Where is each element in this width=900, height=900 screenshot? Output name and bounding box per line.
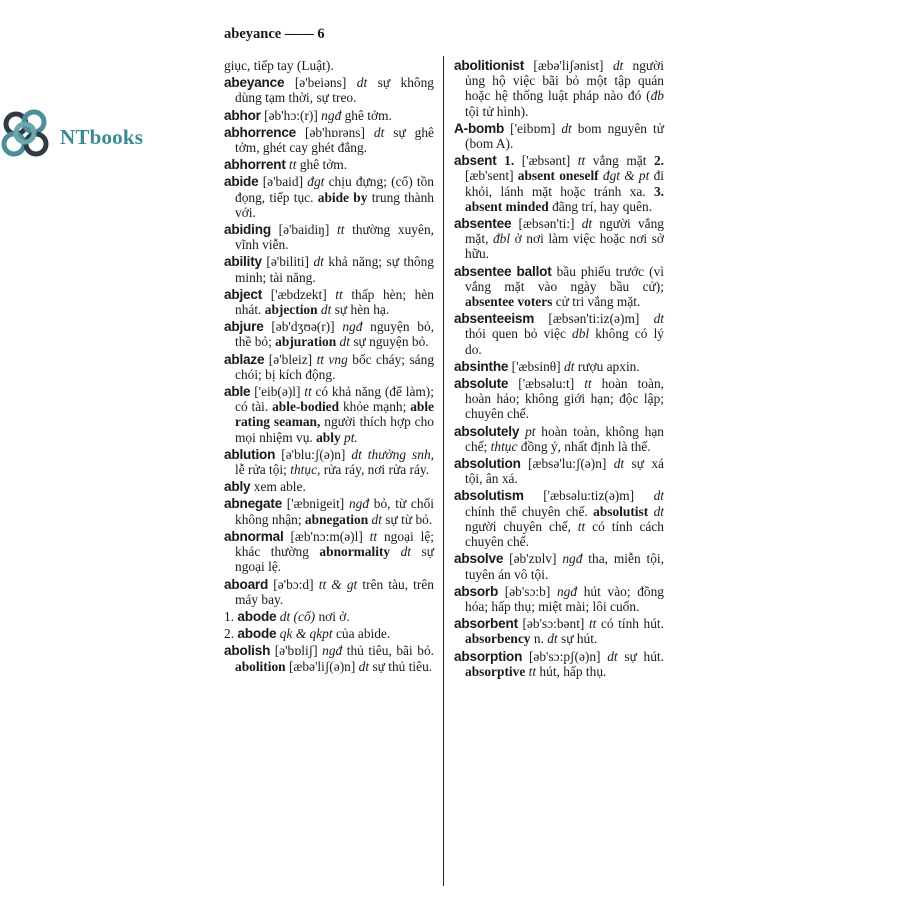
entry-text: [əb'sɔ:b]	[498, 583, 557, 599]
headword: absorption	[454, 648, 523, 664]
entry-text: ['æbsəlu:t]	[508, 376, 585, 392]
entry-text: chịu đựng; (cổ) tồn đọng, tiếp tục.	[235, 174, 434, 205]
entry-text: [æbə'liʃ(ə)n]	[285, 658, 359, 674]
entry-text: [ə'bleiz]	[264, 351, 317, 367]
brand-name: NTbooks	[60, 124, 144, 149]
part-of-speech: đbl	[492, 231, 511, 247]
sense-number: 2.	[653, 153, 664, 169]
dictionary-entry	[224, 75, 434, 105]
bold-phrase: abnormality	[319, 544, 391, 560]
part-of-speech: dt	[653, 503, 664, 519]
dictionary-entry	[454, 649, 664, 679]
entry-text: [æb'nɔ:m(ə)l]	[283, 528, 370, 544]
part-of-speech: dt	[339, 334, 350, 350]
part-of-speech: tt	[336, 222, 345, 238]
entry-text: ['eib(ə)l]	[250, 384, 305, 400]
headword: abode	[237, 626, 277, 642]
entry-text: ['eibɒm]	[504, 120, 562, 136]
part-of-speech: dt thường snh,	[351, 446, 434, 462]
part-of-speech: dt	[400, 544, 412, 560]
headword: abide	[224, 174, 259, 190]
part-of-speech: tt	[304, 384, 312, 400]
dictionary-entry	[454, 616, 664, 646]
entry-text: người thích hợp cho mọi nhiệm vụ.	[235, 414, 434, 445]
headword: absolution	[454, 456, 521, 472]
entry-text: [æbsən'ti:iz(ə)m]	[534, 311, 654, 327]
bold-phrase: absorbency	[465, 631, 531, 647]
entry-text: đi khỏi, lánh mặt hoặc tránh xa.	[465, 168, 665, 199]
dictionary-entry	[224, 58, 434, 73]
headword: ablution	[224, 446, 276, 462]
dictionary-entry	[454, 424, 664, 454]
part-of-speech: tt & gt	[318, 576, 358, 592]
part-of-speech: dt	[561, 120, 572, 136]
dictionary-entry	[224, 643, 434, 673]
dictionary-column-left	[224, 58, 434, 676]
entry-text: [æbsə'lu:ʃ(ə)n]	[520, 456, 614, 472]
part-of-speech: dt	[320, 302, 332, 318]
entry-text: [ə'baid]	[258, 174, 308, 190]
entry-text: [æbə'liʃənist]	[524, 58, 613, 73]
part-of-speech: dt	[356, 75, 368, 91]
dictionary-entry	[454, 58, 664, 119]
headword: absorb	[454, 583, 499, 599]
entry-text: [əb'sɔ:pʃ(ə)n]	[522, 648, 608, 664]
part-of-speech: tt	[577, 153, 586, 169]
part-of-speech: dt	[547, 631, 558, 647]
dictionary-entry	[224, 384, 434, 445]
bold-phrase: absent minded	[465, 198, 549, 214]
part-of-speech: tt	[528, 663, 537, 679]
entry-text: hoàn toàn, không hạn chế;	[465, 423, 664, 454]
part-of-speech: đb	[650, 88, 664, 104]
entry-text: tha, miễn tội, tuyên án vô tội.	[465, 551, 664, 582]
part-of-speech: tt	[588, 616, 597, 632]
entry-text: [əb'hɔ:(r)]	[260, 107, 322, 123]
knot-logo-icon	[0, 108, 58, 166]
entry-text: của abide.	[332, 626, 391, 642]
entry-text: người ủng hộ việc bãi bỏ một tập quán hoặc hệ thống luật pháp nào đó (	[465, 58, 664, 104]
entry-text: [əb'dʒʊə(r)]	[263, 319, 343, 335]
entry-text: ['æbsənt]	[514, 153, 578, 169]
entry-text: bốc cháy; sáng chói; bị kích động.	[235, 351, 435, 382]
running-head: abeyance —— 6	[224, 26, 325, 42]
entry-text: [əb'hɒrəns]	[296, 124, 374, 140]
bold-phrase: ably	[316, 429, 341, 445]
entry-text: xem able.	[250, 479, 306, 495]
entry-text: nguyện bỏ, thề bỏ;	[235, 319, 434, 350]
part-of-speech: dt	[607, 648, 618, 664]
bold-phrase: abolition	[235, 658, 286, 674]
bold-phrase: abjection	[264, 302, 318, 318]
dictionary-entry	[224, 157, 434, 172]
column-divider	[443, 56, 444, 886]
entry-text: đãng trí, hay quên.	[548, 198, 653, 214]
entry-text: hút, hấp thụ.	[536, 663, 607, 679]
entry-text: 1.	[224, 608, 238, 624]
entry-text: ghê tởm.	[341, 107, 392, 123]
dictionary-entry	[454, 488, 664, 549]
entry-text: sự hút.	[617, 648, 664, 664]
entry-text: ['æbnigeit]	[282, 496, 349, 512]
headword: absolutism	[454, 488, 524, 504]
headword: ablaze	[224, 351, 265, 367]
dictionary-entry	[454, 456, 664, 486]
dictionary-entry	[224, 447, 434, 477]
part-of-speech: tt	[369, 528, 378, 544]
dictionary-entry	[454, 311, 664, 357]
part-of-speech: ngđ	[322, 643, 343, 659]
entry-text: vắng mặt	[585, 153, 654, 169]
entry-text: sự ngoại lệ.	[235, 544, 434, 575]
entry-text: người vắng mặt,	[465, 216, 664, 247]
entry-text: sự từ bỏ.	[381, 511, 433, 527]
headword: absentee	[454, 216, 512, 232]
part-of-speech: dt	[612, 58, 624, 73]
entry-text: bỏ, từ chối không nhận;	[235, 496, 434, 527]
headword: absolutely	[454, 423, 520, 439]
entry-text: [ə'baidiŋ]	[270, 222, 337, 238]
entry-text: sự xá tội, ân xá.	[465, 456, 664, 487]
entry-text: có tính cách chuyên chế.	[465, 518, 664, 550]
entry-text: thường xuyên, vĩnh viễn.	[235, 222, 434, 253]
bold-phrase: absolutist	[593, 503, 649, 519]
entry-text: [əb'sɔ:bənt]	[517, 616, 589, 632]
part-of-speech: tt	[335, 286, 343, 302]
headword: abhor	[224, 107, 261, 123]
headword: aboard	[224, 576, 269, 592]
dictionary-entry	[224, 352, 434, 382]
part-of-speech: đgt & pt	[602, 168, 650, 184]
entry-text: khỏe mạnh;	[339, 399, 411, 415]
headword: abject	[224, 286, 263, 302]
sense-number: 3.	[653, 183, 664, 199]
entry-text: hút vào; đồng hóa; hấp thụ; miệt mài; lôi cuốn.	[465, 583, 664, 614]
headword: abhorrent	[224, 157, 286, 173]
entry-text: khả năng; sự thông minh; tài năng.	[235, 254, 434, 285]
headword: ably	[224, 479, 251, 495]
entry-text: thói quen bỏ việc	[465, 326, 572, 342]
headword: absinthe	[454, 358, 509, 374]
part-of-speech: dt	[373, 124, 385, 140]
headword: abhorrence	[224, 124, 297, 140]
dictionary-entry	[454, 584, 664, 614]
headword: A-bomb	[454, 120, 505, 136]
dictionary-entry	[224, 529, 434, 575]
headword: abode	[237, 608, 277, 624]
part-of-speech: tt vng	[316, 351, 348, 367]
dictionary-entry	[454, 153, 664, 214]
dictionary-entry	[224, 319, 434, 349]
entry-text: ghê tởm.	[296, 157, 348, 173]
entry-text: [æb'sent]	[465, 168, 518, 184]
sense-number: 1.	[504, 153, 515, 169]
part-of-speech: thtục,	[290, 462, 321, 478]
entry-text: sự hút.	[557, 631, 598, 647]
headword: able	[224, 384, 251, 400]
dictionary-entry	[454, 376, 664, 422]
part-of-speech: dt	[653, 311, 664, 327]
entry-text: ['æbsəlu:tiz(ə)m]	[523, 488, 654, 504]
part-of-speech: dt	[581, 216, 593, 232]
part-of-speech: dt	[371, 511, 382, 527]
entry-text: sự ghê tởm, ghét cay ghét đắng.	[235, 124, 434, 156]
bold-phrase: absentee voters	[465, 294, 553, 310]
dictionary-entry	[454, 264, 664, 310]
part-of-speech: thtục	[490, 438, 518, 454]
entry-text: ['æbsinθ]	[508, 358, 564, 374]
entry-text: không có lý do.	[465, 326, 664, 357]
part-of-speech: dt (cổ)	[279, 608, 316, 624]
part-of-speech: dt	[653, 488, 664, 504]
part-of-speech: tt	[289, 157, 297, 173]
dictionary-entry	[224, 577, 434, 607]
entry-text: rửa ráy, nơi rửa ráy.	[320, 462, 430, 478]
entry-text: nơi ở.	[315, 608, 350, 624]
dictionary-column-right	[454, 58, 664, 681]
headword: absolve	[454, 551, 504, 567]
entry-text: đồng ý, nhất định là thế.	[517, 438, 651, 454]
brand-logo	[0, 108, 143, 166]
dictionary-entry	[224, 496, 434, 526]
entry-text: hoàn toàn, hoàn hảo; không giới hạn; độc lập; chuyên chế.	[465, 376, 664, 422]
part-of-speech: đgt	[307, 174, 325, 190]
entry-text: lễ rửa tội;	[235, 462, 291, 478]
entry-text: có tính hút.	[596, 616, 664, 632]
entry-text: bầu phiếu trước (vì vắng mặt vào ngày bầu cử);	[465, 263, 664, 294]
part-of-speech: tt	[584, 376, 592, 392]
entry-text: [ə'bɒliʃ]	[270, 643, 323, 659]
entry-text: 2.	[224, 626, 238, 642]
dictionary-entry	[454, 216, 664, 262]
part-of-speech: qk & qkpt	[279, 626, 333, 642]
entry-text: [ə'blu:ʃ(ə)n]	[275, 446, 352, 462]
entry-text	[390, 544, 401, 559]
entry-text: ['æbdzekt]	[262, 286, 336, 302]
dictionary-entry	[224, 479, 434, 494]
part-of-speech: dt	[564, 358, 575, 374]
entry-text: n.	[530, 631, 548, 647]
dictionary-entry	[224, 222, 434, 252]
entry-text: tội tử hình).	[465, 103, 529, 119]
entry-text: trung thành với.	[235, 189, 434, 220]
entry-text: [ə'bɔ:d]	[268, 576, 319, 592]
part-of-speech: ngđ	[342, 319, 363, 335]
headword: abnegate	[224, 496, 283, 512]
entry-text: người chuyên chế,	[465, 518, 578, 534]
headword: absent	[454, 153, 497, 169]
dictionary-entry	[224, 287, 434, 317]
headword: ability	[224, 254, 262, 270]
bold-phrase: able rating seaman,	[235, 399, 434, 430]
entry-text: [əb'zɒlv]	[503, 551, 563, 567]
headword: abeyance	[224, 75, 285, 91]
headword: abnormal	[224, 528, 284, 544]
part-of-speech: dbl	[572, 326, 590, 342]
dictionary-entry	[224, 254, 434, 284]
part-of-speech: tt	[577, 518, 586, 534]
bold-phrase: abide by	[317, 189, 368, 205]
entry-text: giục, tiếp tay (Luật).	[224, 58, 334, 73]
entry-text: sự không dùng tạm thời, sự treo.	[235, 75, 434, 106]
dictionary-entry	[224, 125, 434, 155]
entry-text: [æbsən'ti:]	[511, 216, 582, 232]
entry-text: sự hèn hạ.	[331, 302, 390, 318]
entry-text: [ə'beiəns]	[284, 75, 357, 91]
entry-text: chính thể chuyên chế.	[465, 503, 594, 519]
dictionary-entry	[224, 609, 434, 624]
dictionary-entry	[454, 551, 664, 581]
part-of-speech: pt	[525, 423, 536, 439]
entry-text: trên tàu, trên máy bay.	[235, 576, 435, 607]
bold-phrase: abjuration	[275, 334, 337, 350]
part-of-speech: dt	[313, 254, 324, 270]
bold-phrase: absorptive	[465, 663, 526, 679]
headword: absolute	[454, 376, 509, 392]
headword: abolitionist	[454, 58, 525, 73]
dictionary-entry	[454, 121, 664, 151]
entry-text: có khả năng (để làm); có tài.	[235, 384, 434, 415]
part-of-speech: ngđ	[562, 551, 583, 567]
part-of-speech: ngđ	[556, 583, 578, 599]
entry-text: ở nơi làm việc hoặc nơi sở hữu.	[465, 231, 664, 262]
entry-text: [ə'biliti]	[261, 254, 314, 270]
dictionary-entry	[224, 108, 434, 123]
entry-text: ngoại lệ; khác thường	[235, 528, 434, 560]
entry-text: thủ tiêu, bãi bỏ.	[342, 643, 434, 659]
headword: absorbent	[454, 616, 518, 632]
bold-phrase: abnegation	[304, 511, 369, 527]
headword: abolish	[224, 643, 271, 659]
dictionary-entry	[454, 359, 664, 374]
dictionary-entry	[224, 174, 434, 220]
part-of-speech: dt	[613, 456, 625, 472]
headword: abiding	[224, 222, 271, 238]
bold-phrase: able-bodied	[272, 399, 340, 415]
entry-text: rượu apxin.	[574, 358, 640, 374]
entry-text: sự nguyện bỏ.	[349, 334, 429, 350]
entry-text: thấp hèn; hèn nhát.	[235, 286, 434, 318]
headword: abjure	[224, 319, 264, 335]
entry-text: cử tri vắng mặt.	[552, 294, 641, 310]
bold-phrase: absent oneself	[517, 168, 599, 184]
headword: absenteeism	[454, 311, 535, 327]
part-of-speech: ngđ	[348, 496, 370, 512]
part-of-speech: pt.	[344, 429, 358, 445]
dictionary-entry	[224, 626, 434, 641]
part-of-speech: ngđ	[321, 107, 342, 123]
entry-text: sự thủ tiêu.	[369, 658, 433, 674]
part-of-speech: dt	[358, 658, 370, 674]
entry-text: bom nguyên tử (bom A).	[465, 120, 664, 152]
headword: absentee ballot	[454, 263, 552, 279]
